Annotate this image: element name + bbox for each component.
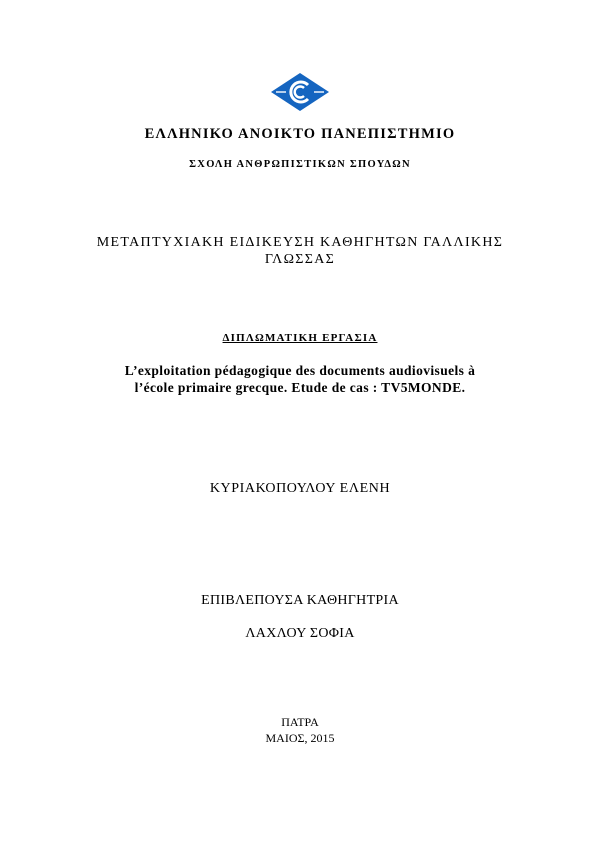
author-name: ΚΥΡΙΑΚΟΠΟΥΛΟΥ ΕΛΕΝΗ [209, 481, 391, 496]
city: ΠΑΤΡΑ [281, 715, 319, 729]
title-line-2: l’école primaire grecque. Etude de cas : TV5MONDE. [134, 380, 466, 395]
program-name [0, 234, 600, 268]
university-name: ΕΛΛΗΝΙΚΟ ΑΝΟΙΚΤΟ ΠΑΝΕΠΙΣΤΗΜΙΟ [144, 126, 456, 142]
program-line-1: ΜΕΤΑΠΤΥΧΙΑΚΗ ΕΙΔΙΚΕΥΣΗ ΚΑΘΗΓΗΤΩΝ ΓΑΛΛΙΚΗΣ [96, 235, 504, 250]
title-line-1: L’exploitation pédagogique des documents audiovisuels à [124, 363, 476, 378]
date: ΜΑΙΟΣ, 2015 [265, 731, 335, 745]
thesis-label: ΔΙΠΛΩΜΑΤΙΚΗ ΕΡΓΑΣΙΑ [222, 332, 378, 344]
thesis-title [0, 362, 600, 396]
university-logo-icon [270, 72, 330, 112]
school-name: ΣΧΟΛΗ ΑΝΘΡΩΠΙΣΤΙΚΩΝ ΣΠΟΥΔΩΝ [189, 159, 411, 170]
supervisor-label: ΕΠΙΒΛΕΠΟΥΣΑ ΚΑΘΗΓΗΤΡΙΑ [201, 593, 399, 608]
program-line-2: ΓΛΩΣΣΑΣ [264, 252, 336, 267]
supervisor-name: ΛΑΧΛΟΥ ΣΟΦΙΑ [245, 626, 355, 641]
